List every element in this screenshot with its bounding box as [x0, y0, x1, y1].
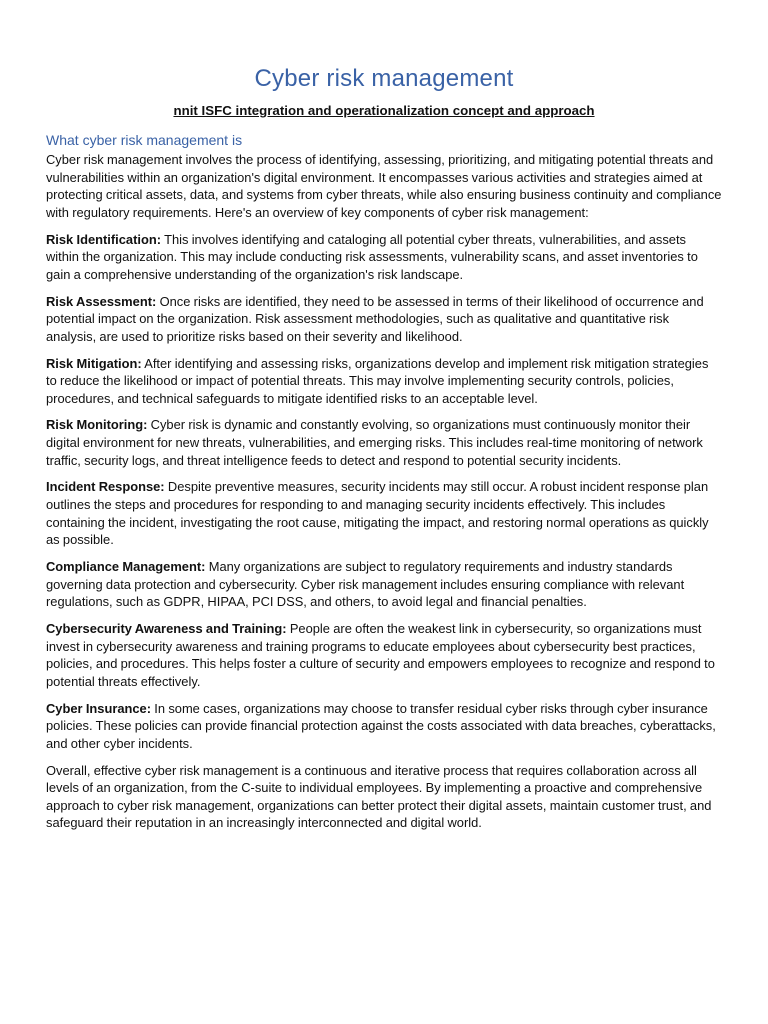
component-term: Risk Mitigation:	[46, 355, 142, 371]
component-compliance-management	[46, 558, 722, 611]
conclusion-paragraph: Overall, effective cyber risk management is a continuous and iterative process that requires collaboration across all levels of an organization, from the C-suite to individual employees. By implementing a proactive and comprehensive approach to cyber risk management, organizations can better protect their digital assets, maintain customer trust, and safeguard their reputation in an increasingly interconnected and digital world.	[46, 762, 712, 831]
component-risk-assessment	[46, 293, 722, 346]
component-risk-identification	[46, 231, 722, 284]
component-text: After identifying and assessing risks, organizations develop and implement risk mitigation strategies to reduce the likelihood or impact of potential threats. This may involve implementing security controls, policies, procedures, and technical safeguards to mitigate identified risks to an acceptable level.	[46, 355, 709, 406]
page-subtitle: nnit ISFC integration and operationalization concept and approach	[173, 103, 595, 118]
component-term: Cyber Insurance:	[46, 700, 152, 716]
component-text: This involves identifying and cataloging all potential cyber threats, vulnerabilities, and assets within the organization. This may include conducting risk assessments, vulnerability scans, and asset inventories to gain a comprehensive understanding of the organization's risk landscape.	[46, 231, 698, 282]
component-awareness-training	[46, 620, 722, 690]
component-text: In some cases, organizations may choose to transfer residual cyber risks through cyber insurance policies. These policies can provide financial protection against the costs associated with data breaches, cyberattacks, and other cyber incidents.	[46, 700, 716, 751]
component-term: Compliance Management:	[46, 559, 206, 574]
component-cyber-insurance	[46, 700, 722, 753]
component-text: Despite preventive measures, security incidents may still occur. A robust incident response plan outlines the steps and procedures for responding to and managing security incidents effectively. This includes containing the incident, investigating the root cause, mitigating the impact, and restoring normal operations as quickly as possible.	[46, 479, 709, 548]
component-term: Cybersecurity Awareness and Training:	[46, 620, 287, 636]
component-term: Risk Assessment:	[46, 293, 157, 309]
component-incident-response	[46, 478, 722, 548]
component-term: Risk Identification:	[46, 231, 162, 247]
component-text: People are often the weakest link in cybersecurity, so organizations must invest in cybersecurity awareness and training programs to educate employees about cybersecurity best practices, policies, and procedures. This helps foster a culture of security and empowers employees to recognize and respond to potential threats effectively.	[46, 620, 715, 689]
page-title: Cyber risk management	[254, 65, 514, 92]
component-text: Many organizations are subject to regulatory requirements and industry standards governing data protection and cybersecurity. Cyber risk management includes ensuring compliance with relevant regulations, such as GDPR, HIPAA, PCI DSS, and others, to avoid legal and financial penalties.	[46, 559, 685, 610]
intro-paragraph: Cyber risk management involves the process of identifying, assessing, prioritizing, and mitigating potential threats and vulnerabilities within an organization's digital environment. It encompasses various activities and strategies aimed at protecting critical assets, data, and systems from cyber threats, while also ensuring business continuity and compliance with regulatory requirements. Here's an overview of key components of cyber risk management:	[46, 152, 722, 220]
component-term: Incident Response:	[46, 479, 165, 495]
section-heading: What cyber risk management is	[46, 132, 243, 148]
component-term: Risk Monitoring:	[46, 417, 148, 433]
component-text: Once risks are identified, they need to be assessed in terms of their likelihood of occurrence and potential impact on the organization. Risk assessment methodologies, such as qualitative and quantitative risk analysis, are used to prioritize risks based on their severity and likelihood.	[46, 293, 704, 344]
component-risk-monitoring	[46, 416, 722, 469]
component-risk-mitigation	[46, 355, 722, 408]
component-text: Cyber risk is dynamic and constantly evolving, so organizations must continuously monitor their digital environment for new threats, vulnerabilities, and emerging risks. This includes real-time monitoring of network traffic, security logs, and threat intelligence feeds to detect and respond to potential security incidents.	[46, 417, 703, 468]
